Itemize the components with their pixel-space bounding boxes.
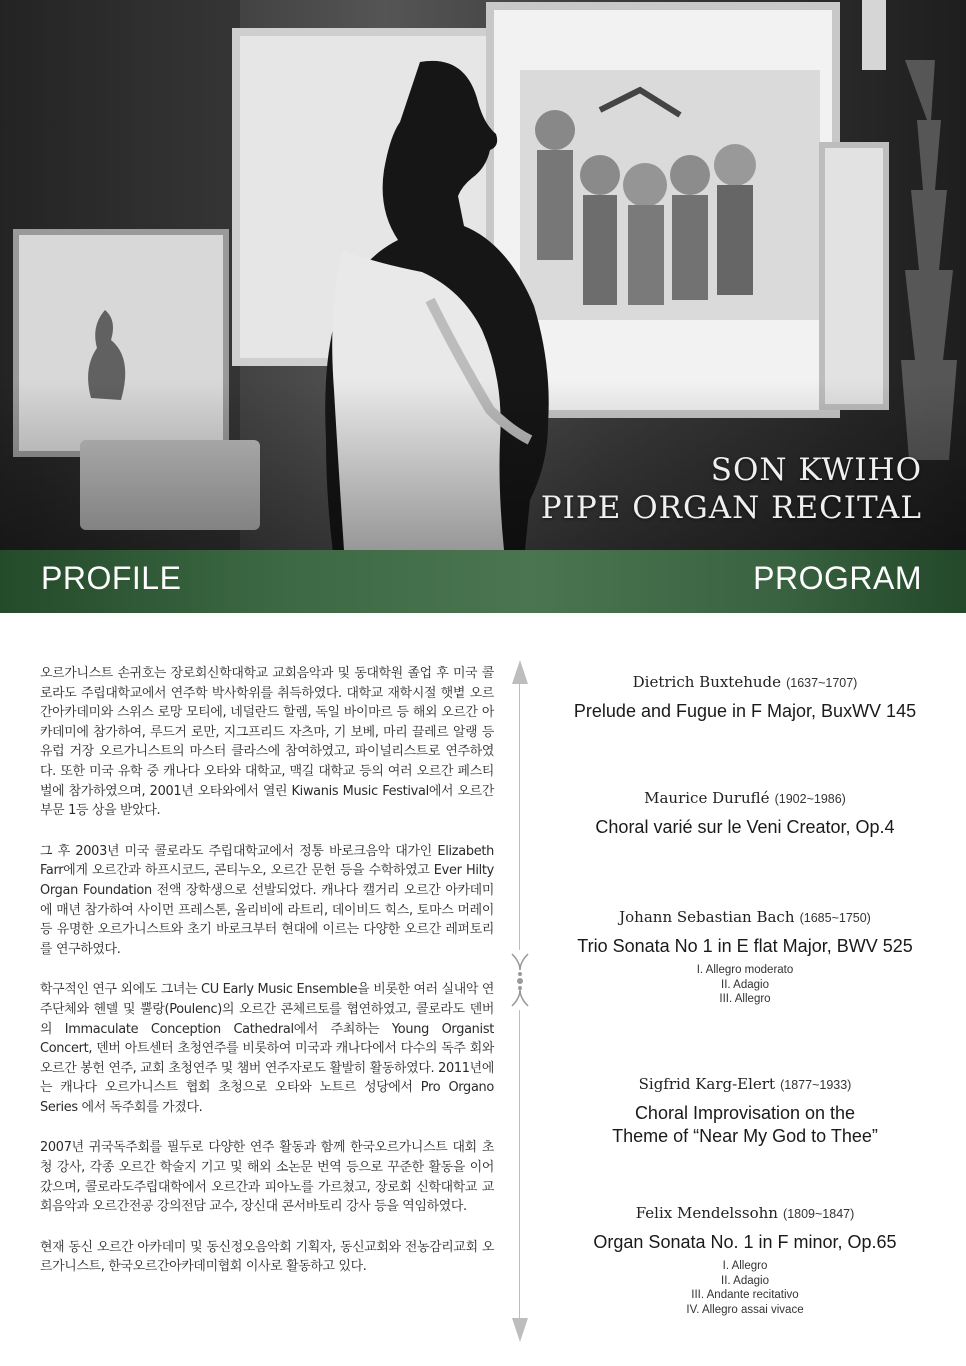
program-item-karg-elert (560, 1074, 930, 1148)
hero-title-name: SON KWIHO (710, 452, 922, 488)
movement: III. Andante recitativo (691, 1289, 799, 1301)
hero-photo (0, 0, 966, 550)
composer-years: (1637~1707) (786, 676, 858, 690)
profile-paragraph: 2007년 귀국독주회를 필두로 다양한 연주 활동과 함께 한국오르가니스트 대회 초청 강사, 각종 오르간 학술지 기고 및 해외 소논문 번역 등으로 꾸준한 활동을 이어갔으며, 콜로라도주립대학에서 오르간과 피아노를 가르쳤고, 장로회 신학대학교 교회음악과 오르간전공 강의전담 교수, 장신대 콘서바토리 강사 등을 역임하였다. (40, 1140, 494, 1215)
movement: II. Adagio (721, 1274, 769, 1287)
composer-years: (1902~1986) (774, 792, 846, 806)
movement: III. Allegro (719, 993, 771, 1005)
hero-title-event: PIPE ORGAN RECITAL (540, 490, 922, 526)
movement: IV. Allegro assai vivace (686, 1303, 804, 1316)
profile-paragraph: 현재 동신 오르간 아카데미 및 동신정오음악회 기획자, 동신교회와 전농감리교회 오르가니스트, 한국오르간아카데미협회 이사로 활동하고 있다. (40, 1239, 494, 1275)
work-title-line: Theme of “Near My God to Thee” (612, 1126, 878, 1146)
composer-name: Sigfrid Karg-Elert (638, 1075, 776, 1093)
composer-years: (1877~1933) (780, 1078, 852, 1092)
program-heading: PROGRAM (753, 560, 922, 596)
composer-name: Johann Sebastian Bach (619, 908, 795, 926)
profile-paragraph: 학구적인 연구 외에도 그녀는 CU Early Music Ensemble을 비롯한 여러 실내악 연주단체와 헨델 및 뿔랑(Poulenc)의 오르간 콘체르토를 협연하였고, 콜로라도 덴버의 Immaculate Conception Cathedral에서 주최하는 Young Organist Concert, 덴버 아트센터 초청연주를 비롯하여 미국과 캐나다에서 다수의 독주 회와 오르간 봉헌 연주, 교회 초청연주 및 챔버 연주자로도 활발히 활동하였다. 2011년에는 캐나다 오르가니스트 협회 초청으로 오타와 노트르 성당에서 Pro Organo Series 에서 독주회를 가졌다. (40, 982, 495, 1115)
composer-name: Felix Mendelssohn (635, 1204, 778, 1222)
composer-name: Dietrich Buxtehude (632, 673, 782, 691)
profile-paragraph: 그 후 2003년 미국 콜로라도 주립대학교에서 정통 바로크음악 대가인 Elizabeth Farr에게 오르간과 하프시코드, 콘티누오, 오르간 문헌 등을 수학하였고 Ever Hilty Organ Foundation 전액 장학생으로 선발되었다. 캐나다 캘거리 오르간 아카데미에 매년 참가하여 사이먼 프레스톤, 올리비에 라트리, 데이비드 힉스, 토마스 머레이 등 유명한 오르가니스트와 초기 바로크부터 현대에 이르는 다양한 오르간 레퍼토리를 연구하였다. (40, 843, 494, 957)
profile-heading: PROFILE (41, 560, 182, 596)
movement-list (560, 1259, 930, 1317)
work-title: Prelude and Fugue in F Major, BuxWV 145 (573, 701, 917, 721)
profile-paragraph: 오르가니스트 손귀호는 장로회신학대학교 교회음악과 및 동대학원 졸업 후 미국 콜로라도 주립대학교에서 연주학 박사학위를 취득하였다. 대학교 재학시절 햇볕 오르간아카데미와 스위스 로망 모티에, 네덜란드 할렘, 독일 바이마르 등 해외 오르간 아카데미에 참가하여, 루드거 로만, 지그프리드 자츠마, 기 보베, 마리 끌레르 알랭 등 유럽 거장 오르가니스트의 마스터 클라스에 참여하였고, 파이널리스트로 연주하였다. 또한 미국 유학 중 캐나다 오타와 대학교, 맥길 대학교 등의 여러 오르간 페스티벌에 참가하였으며, 2001년 오타와에서 열린 Kiwanis Music Festival에서 오르간 부문 1등 상을 받았다. (40, 666, 494, 819)
program-item-bach (560, 907, 930, 1007)
arrow-up-icon (512, 660, 528, 684)
program-item-buxtehude (560, 672, 930, 723)
work-title: Trio Sonata No 1 in E flat Major, BWV 525 (577, 936, 913, 956)
profile-text (40, 664, 494, 1298)
movement: I. Allegro moderato (696, 964, 794, 976)
movement: I. Allegro (722, 1260, 768, 1272)
composer-name: Maurice Duruflé (644, 789, 770, 807)
work-title: Organ Sonata No. 1 in F minor, Op.65 (593, 1232, 897, 1252)
movement-list (560, 963, 930, 1007)
work-title: Choral varié sur le Veni Creator, Op.4 (595, 817, 895, 837)
work-title (560, 1102, 930, 1148)
movement: II. Adagio (721, 978, 769, 991)
arrow-down-icon (512, 1318, 528, 1342)
composer-years: (1809~1847) (783, 1207, 855, 1221)
program-item-mendelssohn (560, 1203, 930, 1317)
ornament-icon (507, 950, 533, 1010)
work-title-line: Choral Improvisation on the (634, 1103, 856, 1123)
program-item-durufle (560, 788, 930, 839)
composer-years: (1685~1750) (799, 911, 871, 925)
